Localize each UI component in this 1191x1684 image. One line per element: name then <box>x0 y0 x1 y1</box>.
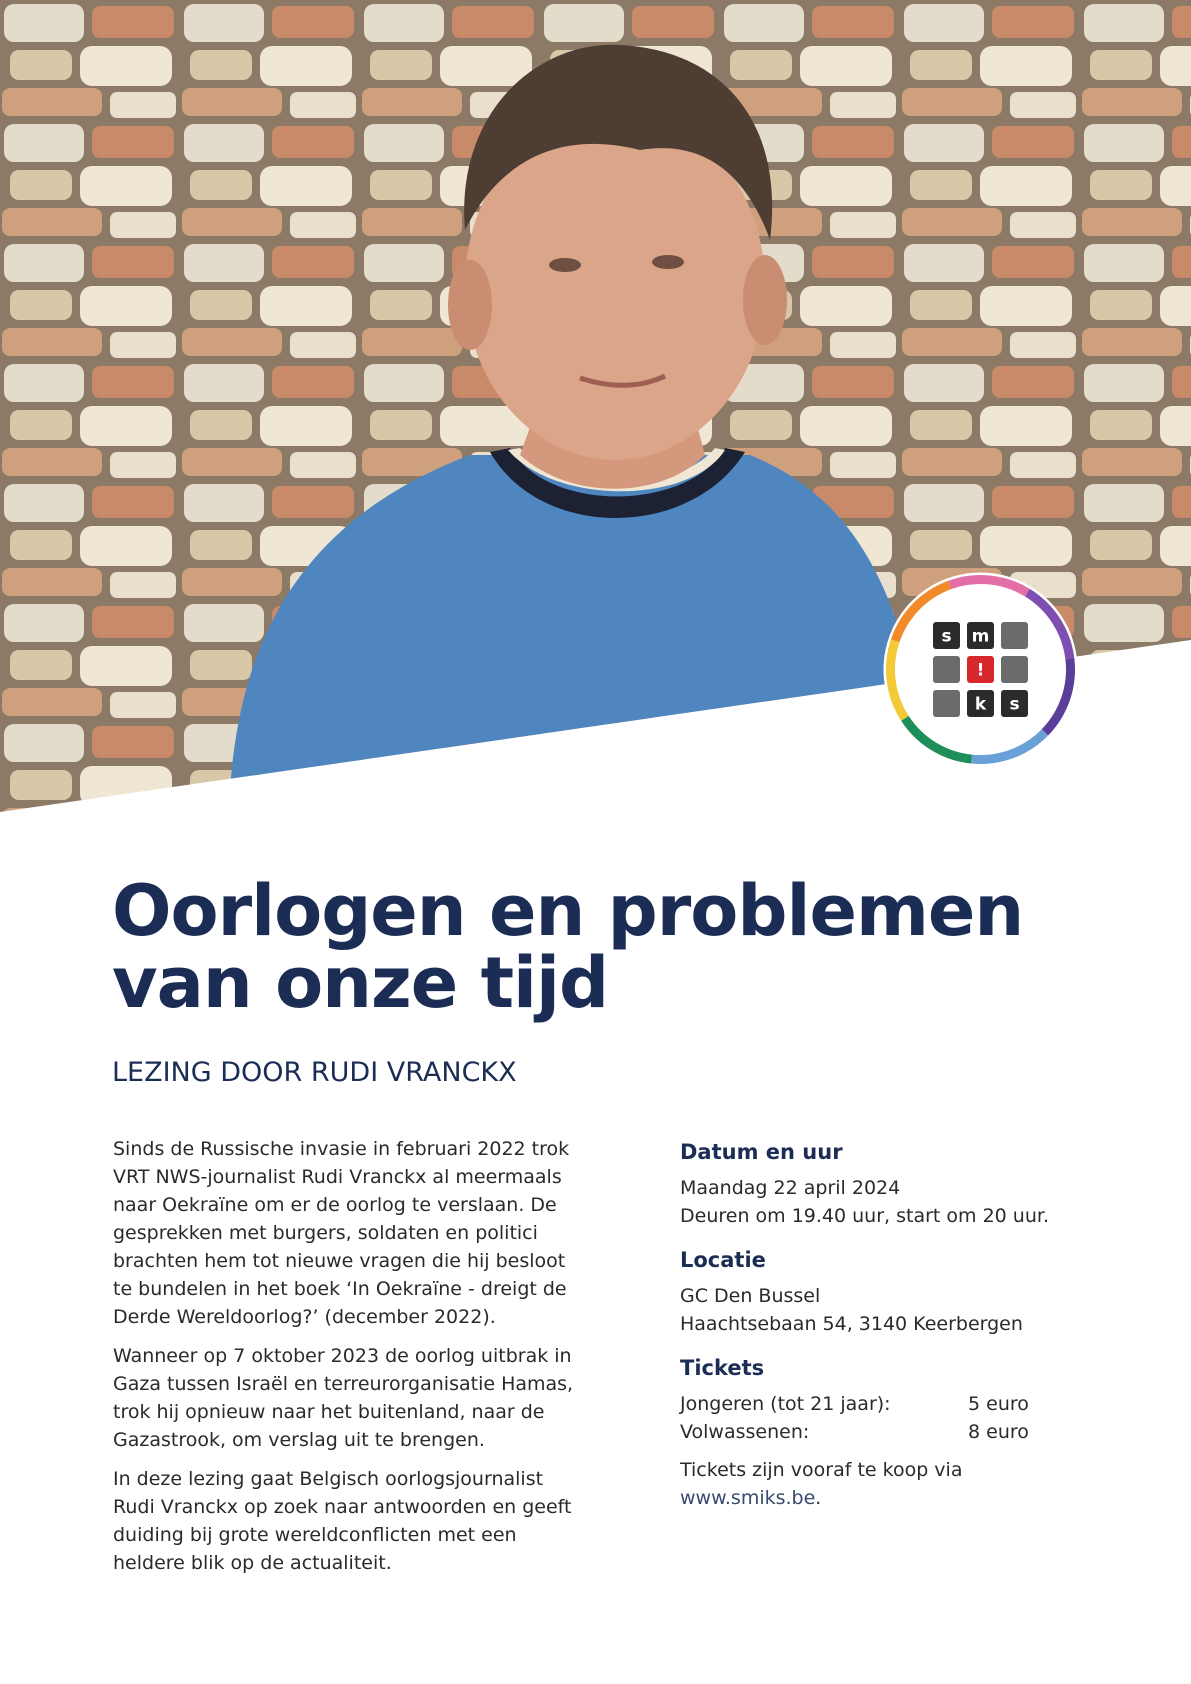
ticket-price: 8 euro <box>968 1421 1029 1443</box>
logo-letter: ! <box>976 660 985 681</box>
location-section <box>680 1248 1100 1338</box>
ticket-price: 5 euro <box>968 1393 1029 1415</box>
presale-link[interactable]: www.smiks.be <box>680 1487 816 1509</box>
venue-name: GC Den Bussel <box>680 1285 821 1307</box>
paragraph: Wanneer op 7 oktober 2023 de oorlog uitbrak in Gaza tussen Israël en terreurorganisatie Hamas, trok hij opnieuw naar het buitenland, naar de Gazastrook, om verslag uit te brengen. <box>113 1345 574 1451</box>
date-section <box>680 1140 1100 1230</box>
tickets-section <box>680 1356 1100 1512</box>
presale-note <box>680 1456 1100 1512</box>
location-heading: Locatie <box>680 1248 766 1272</box>
smiks-logo <box>883 572 1078 767</box>
event-title <box>112 870 1112 1024</box>
ticket-row <box>680 1390 1100 1418</box>
date-heading: Datum en uur <box>680 1140 843 1164</box>
logo-letter: m <box>971 626 990 647</box>
event-subtitle: LEZING DOOR RUDI VRANCKX <box>112 1057 517 1088</box>
title-line-1: Oorlogen en problemen <box>112 870 1024 952</box>
logo-letter: s <box>941 626 952 647</box>
logo-cell <box>1001 656 1028 683</box>
tickets-heading: Tickets <box>680 1356 765 1380</box>
ticket-row <box>680 1418 1100 1446</box>
logo-cell <box>1001 622 1028 649</box>
venue-address: Haachtsebaan 54, 3140 Keerbergen <box>680 1313 1023 1335</box>
logo-letter: s <box>1009 694 1020 715</box>
title-line-2: van onze tijd <box>112 942 609 1024</box>
logo-cell <box>933 656 960 683</box>
event-info <box>680 1140 1100 1530</box>
description <box>113 1135 583 1588</box>
presale-end: . <box>815 1487 822 1509</box>
ticket-label: Volwassenen: <box>680 1421 810 1443</box>
event-time: Deuren om 19.40 uur, start om 20 uur. <box>680 1205 1049 1227</box>
logo-letter: k <box>974 694 987 715</box>
paragraph: In deze lezing gaat Belgisch oorlogsjournalist Rudi Vranckx op zoek naar antwoorden en geeft duiding bij grote wereldconflicten met een heldere blik op de actualiteit. <box>113 1468 572 1574</box>
presale-text: Tickets zijn vooraf te koop via <box>680 1459 963 1481</box>
event-date: Maandag 22 april 2024 <box>680 1177 901 1199</box>
paragraph: Sinds de Russische invasie in februari 2022 trok VRT NWS-journalist Rudi Vranckx al meermaals naar Oekraïne om er de oorlog te verslaan. De gesprekken met burgers, soldaten en politici brachten hem tot nieuwe vragen die hij besloot te bundelen in het boek ‘In Oekraïne - dreigt de Derde Wereldoorlog?’ (december 2022). <box>113 1138 570 1328</box>
ticket-label: Jongeren (tot 21 jaar): <box>680 1393 891 1415</box>
logo-cell <box>933 690 960 717</box>
